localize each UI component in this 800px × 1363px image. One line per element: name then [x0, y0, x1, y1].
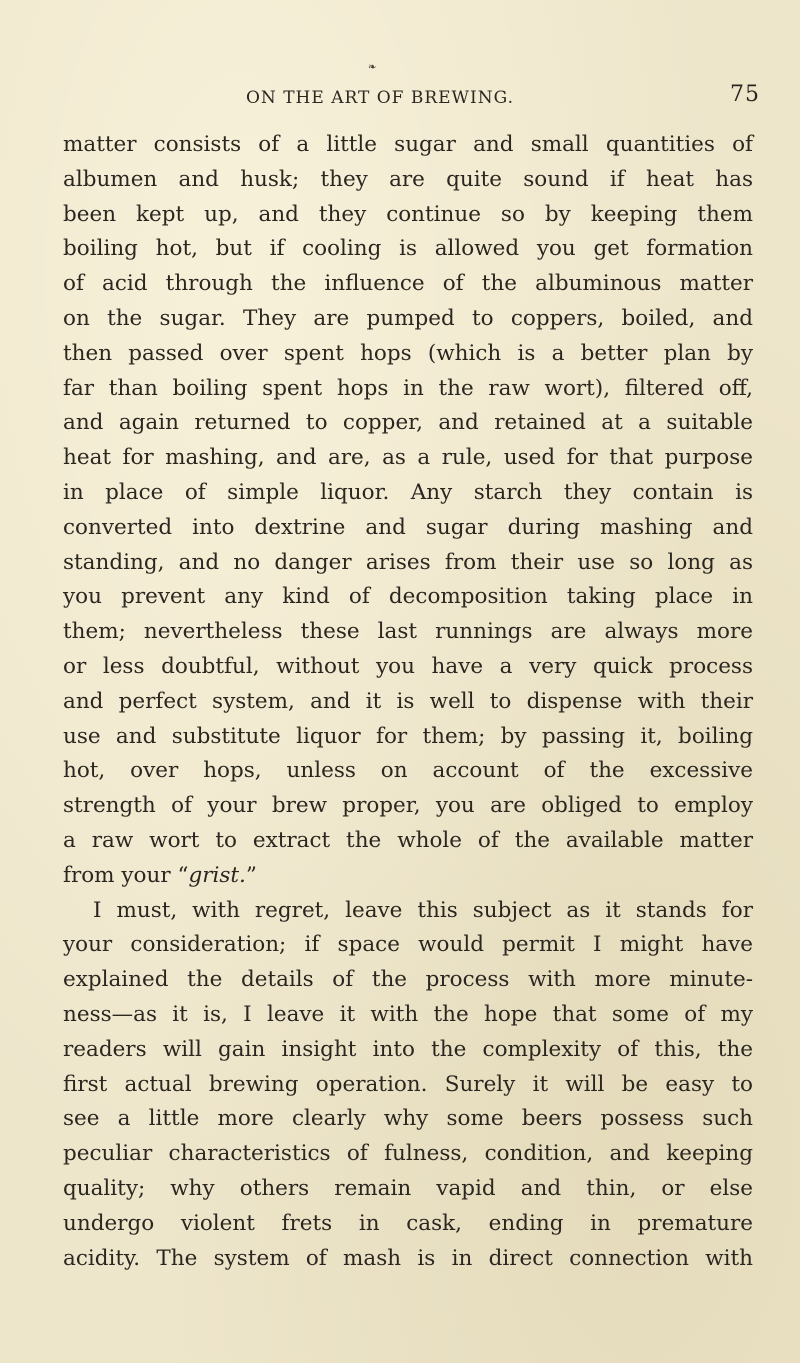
text-fragment: from your “: [63, 862, 189, 888]
text-line: [63, 859, 753, 894]
text-line: matter consists of a little sugar and small quantities of: [63, 132, 753, 157]
text-line: acidity. The system of mash is in direct connection with: [63, 1245, 753, 1271]
text-line: see a little more clearly why some beers possess such: [63, 1106, 753, 1132]
text-line: quality; why others remain vapid and thin, or else: [63, 1175, 753, 1201]
text-line: albumen and husk; they are quite sound if heat has: [63, 166, 753, 192]
text-line: on the sugar. They are pumped to coppers, boiled, and: [63, 305, 753, 331]
text-line: use and substitute liquor for them; by passing it, boiling: [63, 723, 753, 749]
page-header: [120, 82, 760, 114]
text-line: undergo violent frets in cask, ending in premature: [63, 1210, 753, 1236]
page-number: 75: [730, 82, 760, 107]
text-line: strength of your brew proper, you are obliged to employ: [63, 793, 753, 819]
text-line: in place of simple liquor. Any starch they contain is: [63, 479, 753, 505]
text-line: of acid through the influence of the albuminous matter: [63, 271, 753, 297]
text-line: hot, over hops, unless on account of the excessive: [63, 758, 753, 784]
text-line: I must, with regret, leave this subject as it stands for: [93, 897, 753, 923]
text-line: boiling hot, but if cooling is allowed you get formation: [63, 236, 753, 262]
running-head: ON THE ART OF BREWING.: [246, 88, 514, 108]
ornament-mark: ❧: [368, 62, 377, 73]
text-line: heat for mashing, and are, as a rule, used for that purpose: [63, 445, 753, 471]
paragraph-1: [63, 128, 753, 894]
italic-word: grist.: [188, 862, 246, 888]
text-fragment: ”: [245, 862, 257, 888]
text-line: or less doubtful, without you have a very quick process: [63, 653, 753, 679]
text-line: ness—as it is, I leave it with the hope that some of my: [63, 1001, 753, 1027]
text-line: converted into dextrine and sugar during mashing and: [63, 514, 753, 540]
text-line: then passed over spent hops (which is a better plan by: [63, 340, 753, 366]
text-line: been kept up, and they continue so by keeping them: [63, 201, 753, 227]
text-line: readers will gain insight into the complexity of this, the: [63, 1036, 753, 1062]
text-line: and perfect system, and it is well to dispense with their: [63, 688, 753, 714]
text-line: and again returned to copper, and retained at a suitable: [63, 410, 753, 436]
text-line: your consideration; if space would permit I might have: [63, 932, 753, 958]
text-line: peculiar characteristics of fulness, condition, and keeping: [63, 1141, 753, 1167]
text-line: first actual brewing operation. Surely it will be easy to: [63, 1071, 753, 1097]
body-text: [63, 128, 753, 1276]
text-line: a raw wort to extract the whole of the available matter: [63, 827, 753, 853]
text-line: explained the details of the process with more minute-: [63, 967, 753, 993]
text-line: them; nevertheless these last runnings are always more: [63, 619, 753, 645]
text-line: standing, and no danger arises from their use so long as: [63, 549, 753, 575]
text-line: far than boiling spent hops in the raw wort), filtered off,: [63, 375, 753, 401]
text-line: you prevent any kind of decomposition taking place in: [63, 584, 753, 610]
paragraph-2: [63, 894, 753, 1277]
